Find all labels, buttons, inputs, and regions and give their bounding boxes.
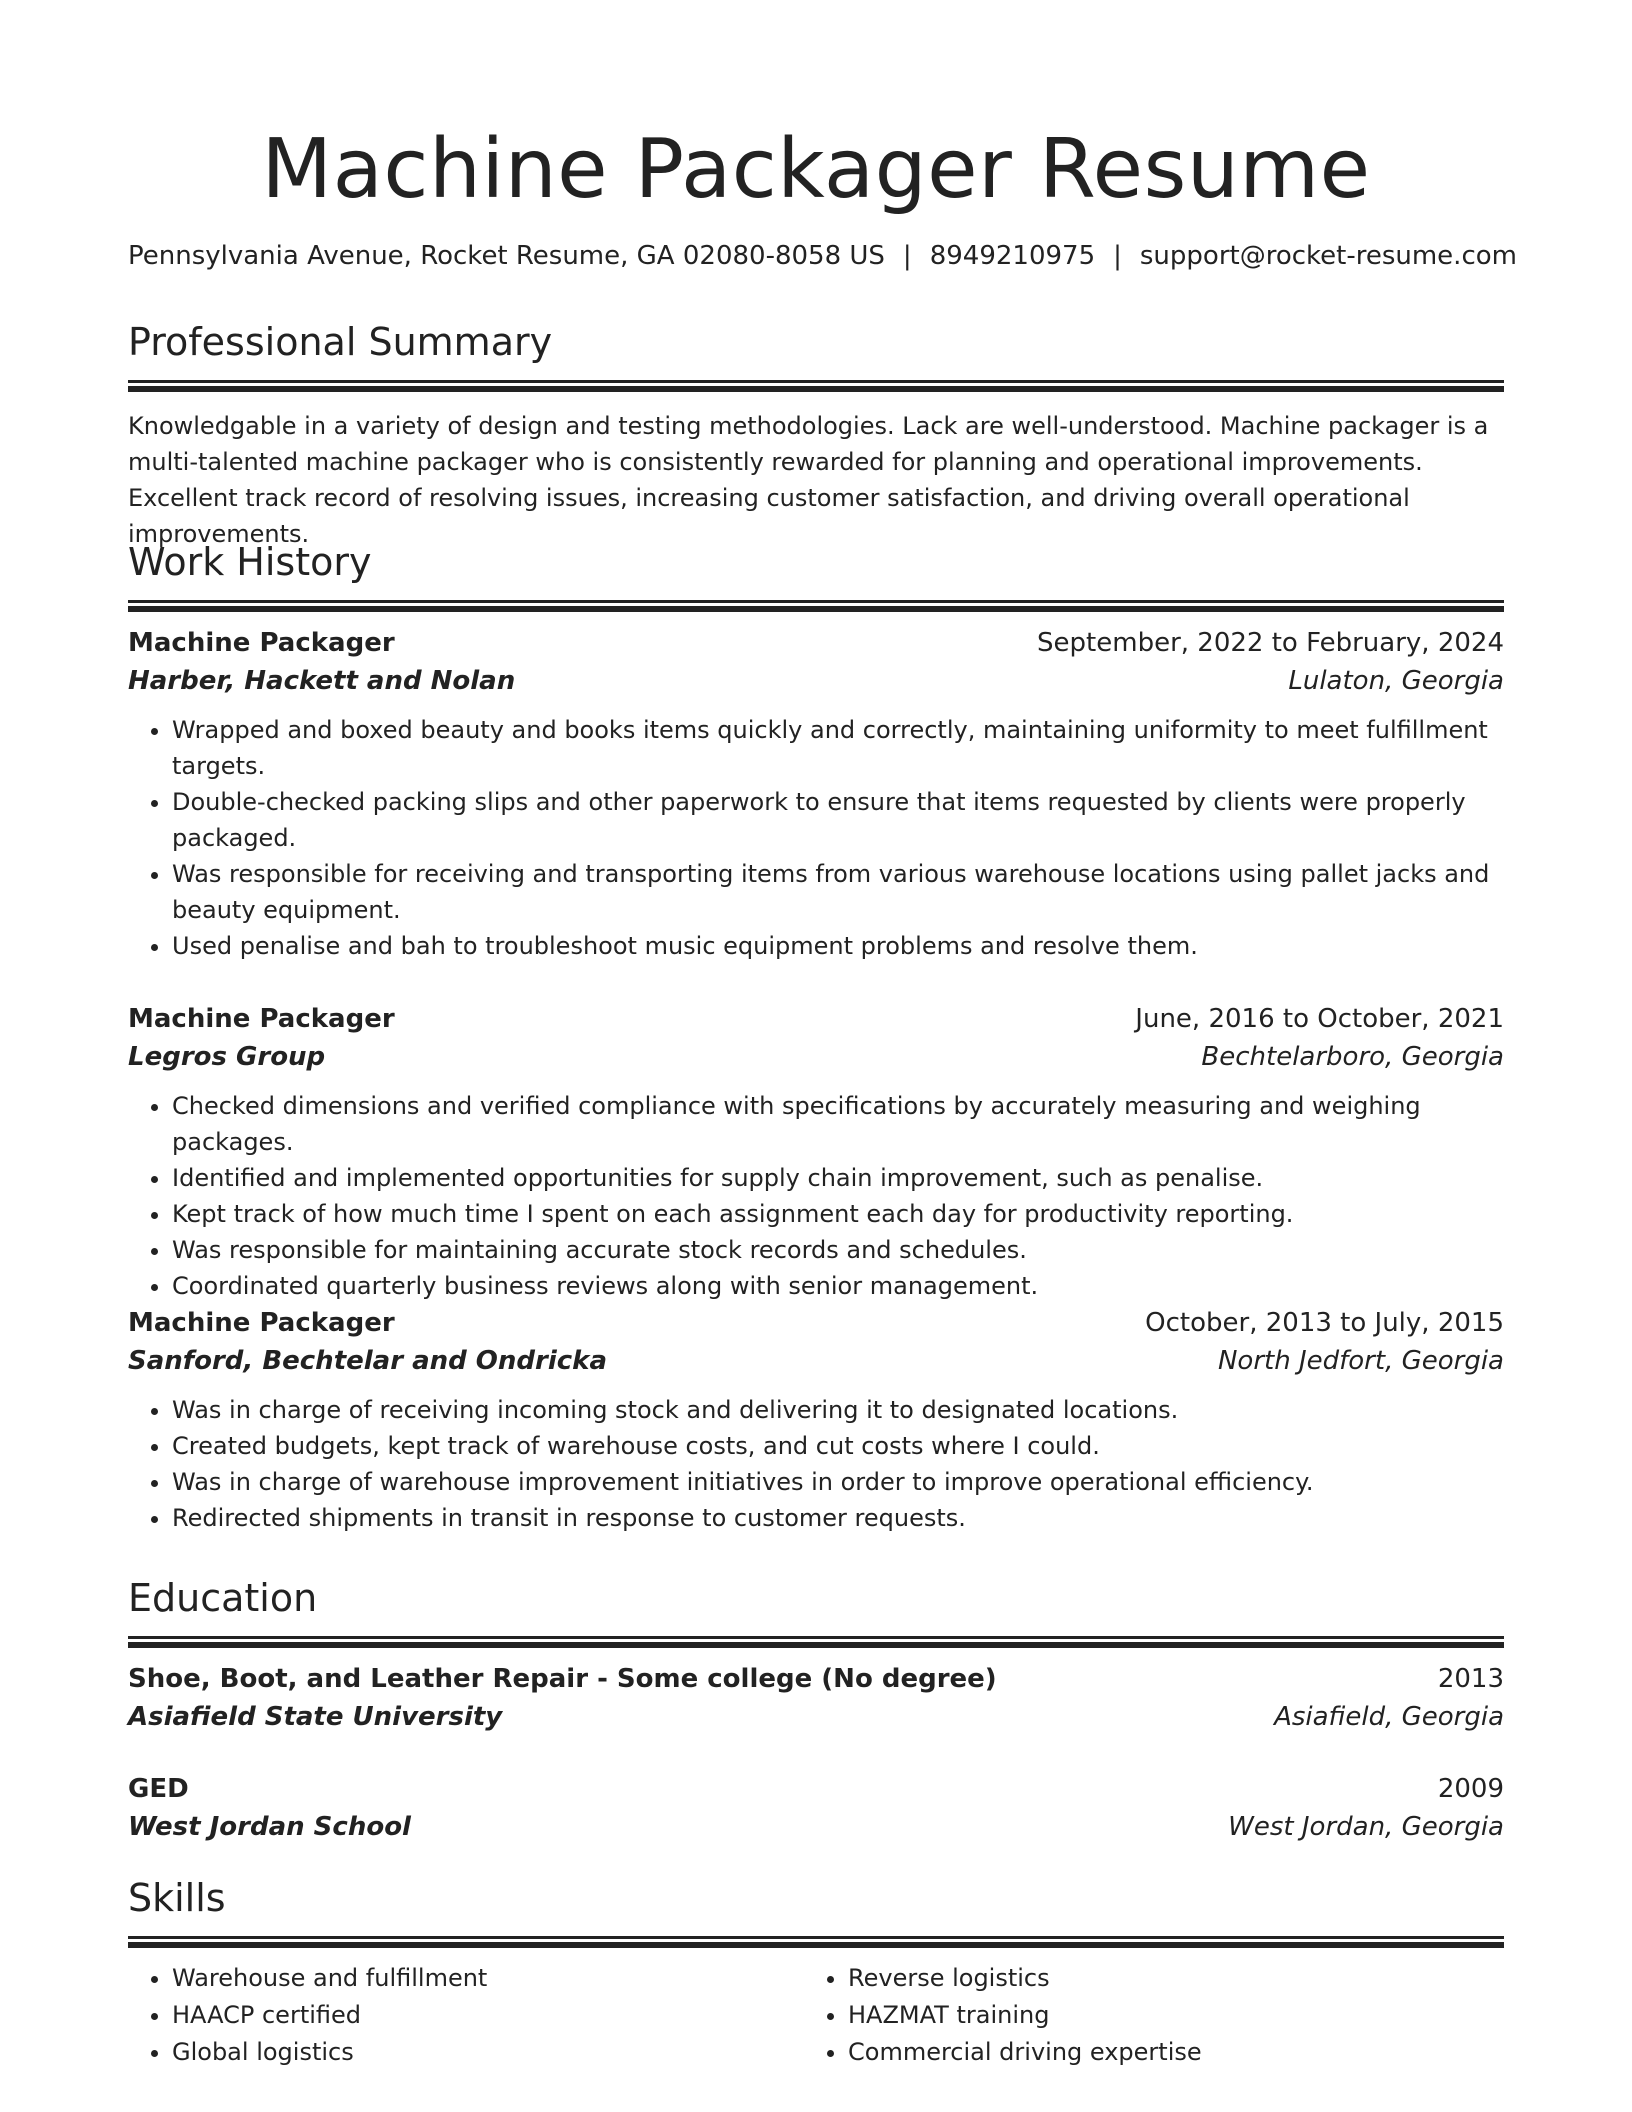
skill-item: • Warehouse and fulfillment xyxy=(172,1960,804,1997)
job-bullet: • Was in charge of receiving incoming stock and delivering it to designated locations. xyxy=(172,1392,1504,1428)
job-bullet: • Wrapped and boxed beauty and books items quickly and correctly, maintaining uniformity to meet fulfillment targets. xyxy=(172,712,1504,784)
job-bullet: • Was in charge of warehouse improvement initiatives in order to improve operational efficiency. xyxy=(172,1464,1504,1500)
page-title: Machine Packager Resume xyxy=(261,122,1371,217)
section-heading-skills: Skills xyxy=(128,1876,226,1920)
education-entry xyxy=(128,1770,1504,1846)
job-location: North Jedfort, Georgia xyxy=(1217,1346,1504,1376)
job-bullets xyxy=(128,1088,1504,1304)
skill-item: • HAACP certified xyxy=(172,1997,804,2034)
summary-section xyxy=(128,316,1504,552)
job-entry xyxy=(128,1000,1504,1304)
contact-email: support@rocket-resume.com xyxy=(1139,241,1517,271)
skills-grid xyxy=(128,1960,1504,2071)
education-degree: GED xyxy=(128,1774,189,1804)
contact-address: Pennsylvania Avenue, Rocket Resume, GA 02080-8058 US xyxy=(128,241,885,271)
education-location: Asiafield, Georgia xyxy=(1274,1702,1504,1732)
job-bullet: • Redirected shipments in transit in response to customer requests. xyxy=(172,1500,1504,1536)
job-entry xyxy=(128,624,1504,964)
job-bullet: • Was responsible for receiving and transporting items from various warehouse locations using pallet jacks and beauty equipment. xyxy=(172,856,1504,928)
job-location: Bechtelarboro, Georgia xyxy=(1201,1042,1504,1072)
contact-separator: | xyxy=(1113,241,1122,271)
education-year: 2009 xyxy=(1437,1774,1504,1804)
section-divider xyxy=(128,380,1504,392)
section-divider xyxy=(128,1636,1504,1648)
education-school: West Jordan School xyxy=(128,1812,411,1842)
summary-text: Knowledgable in a variety of design and testing methodologies. Lack are well-understood. Machine packager is a multi-talented machine packager who is consistently rewarded for planning and operational improvements. Excellent track record of resolving issues, increasing customer satisfaction, and driving overall operational improvements. xyxy=(128,412,1489,548)
job-location: Lulaton, Georgia xyxy=(1288,666,1504,696)
job-title: Machine Packager xyxy=(128,628,395,658)
job-bullet: • Double-checked packing slips and other paperwork to ensure that items requested by clients were properly packaged. xyxy=(172,784,1504,856)
education-degree: Shoe, Boot, and Leather Repair - Some college (No degree) xyxy=(128,1664,997,1694)
job-bullet: • Was responsible for maintaining accurate stock records and schedules. xyxy=(172,1232,1504,1268)
education-school: Asiafield State University xyxy=(128,1702,503,1732)
education-year: 2013 xyxy=(1437,1664,1504,1694)
job-bullet: • Identified and implemented opportunities for supply chain improvement, such as penalise. xyxy=(172,1160,1504,1196)
section-heading-summary: Professional Summary xyxy=(128,320,553,364)
contact-phone: 8949210975 xyxy=(929,241,1096,271)
job-title: Machine Packager xyxy=(128,1308,395,1338)
work-section xyxy=(128,536,1504,612)
education-location: West Jordan, Georgia xyxy=(1228,1812,1504,1842)
job-company: Legros Group xyxy=(128,1042,326,1072)
job-company: Sanford, Bechtelar and Ondricka xyxy=(128,1346,608,1376)
job-bullet: • Created budgets, kept track of warehouse costs, and cut costs where I could. xyxy=(172,1428,1504,1464)
job-title: Machine Packager xyxy=(128,1004,395,1034)
job-bullet: • Used penalise and bah to troubleshoot music equipment problems and resolve them. xyxy=(172,928,1504,964)
job-bullet: • Checked dimensions and verified compliance with specifications by accurately measuring and weighing packages. xyxy=(172,1088,1504,1160)
skills-column-right xyxy=(804,1960,1480,2071)
skill-item: • Reverse logistics xyxy=(848,1960,1480,1997)
education-entry xyxy=(128,1660,1504,1736)
skill-item: • HAZMAT training xyxy=(848,1997,1480,2034)
job-bullets xyxy=(128,712,1504,964)
job-bullet: • Coordinated quarterly business reviews along with senior management. xyxy=(172,1268,1504,1304)
job-bullets xyxy=(128,1392,1504,1536)
job-entry xyxy=(128,1304,1504,1536)
contact-separator: | xyxy=(902,241,912,271)
job-dates: June, 2016 to October, 2021 xyxy=(1135,1004,1504,1034)
skill-item: • Global logistics xyxy=(172,2034,804,2071)
skills-column-left xyxy=(128,1960,804,2071)
contact-line xyxy=(128,236,1517,276)
skill-item: • Commercial driving expertise xyxy=(848,2034,1480,2071)
skills-section xyxy=(128,1872,1504,2071)
section-heading-work: Work History xyxy=(128,540,372,584)
job-bullet: • Kept track of how much time I spent on each assignment each day for productivity reporting. xyxy=(172,1196,1504,1232)
section-heading-education: Education xyxy=(128,1576,318,1620)
job-company: Harber, Hackett and Nolan xyxy=(128,666,516,696)
section-divider xyxy=(128,600,1504,612)
job-dates: October, 2013 to July, 2015 xyxy=(1145,1308,1504,1338)
education-section xyxy=(128,1572,1504,1648)
section-divider xyxy=(128,1936,1504,1948)
job-dates: September, 2022 to February, 2024 xyxy=(1037,628,1504,658)
